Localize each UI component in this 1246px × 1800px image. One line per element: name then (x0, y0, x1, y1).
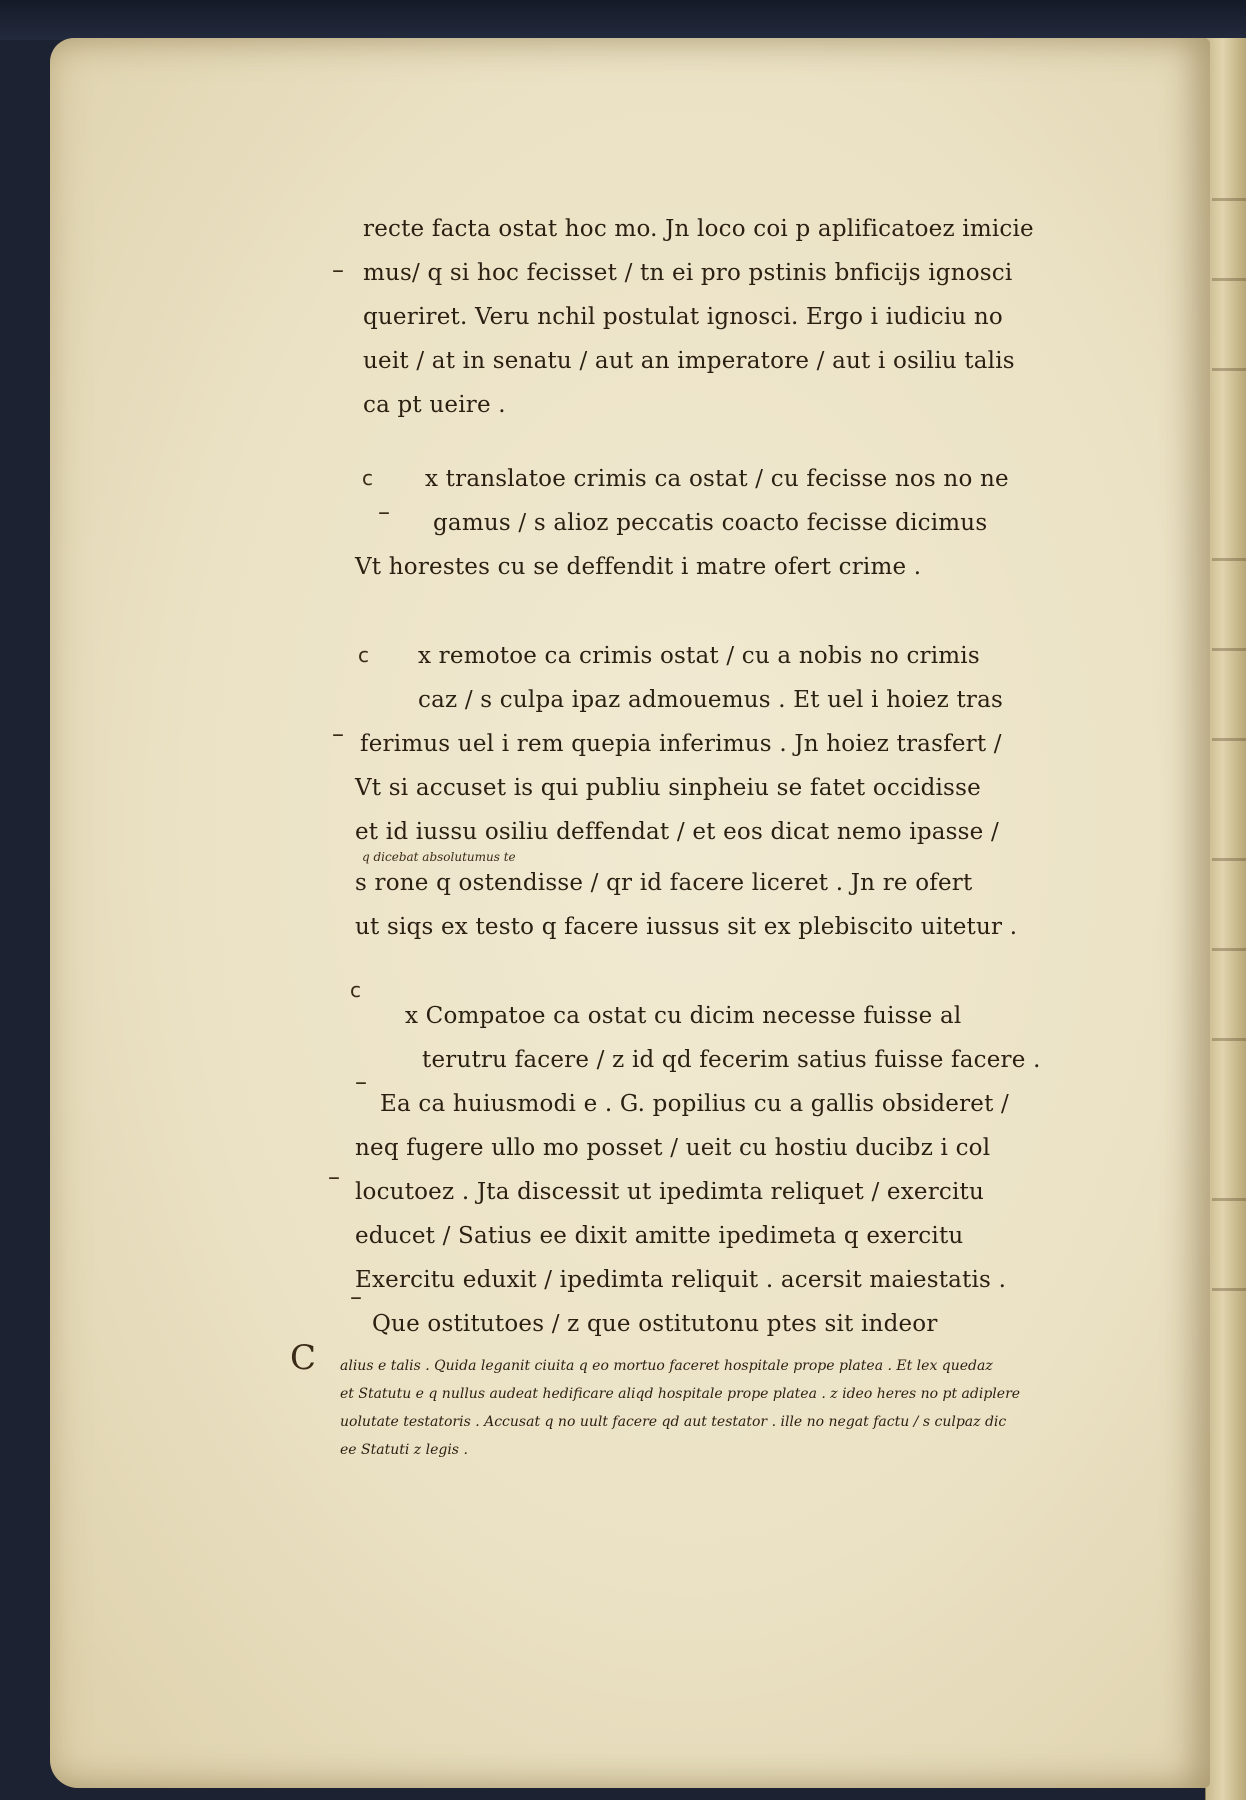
text-line: Vt si accuset is qui publiu sinpheiu se fatet occidisse (355, 775, 981, 801)
interlinear-gloss: q dicebat absolutumus te (362, 850, 516, 864)
marginal-dash: – (355, 1068, 367, 1096)
text-line: x Compatoe ca ostat cu dicim necesse fuisse al (405, 1003, 962, 1029)
paragraph-mark: c (350, 978, 361, 1002)
text-line: Ea ca huiusmodi e . G. popilius cu a gallis obsideret / (380, 1091, 1009, 1117)
binding-edge (0, 0, 1246, 40)
text-line: queriret. Veru nchil postulat ignosci. Ergo i iudiciu no (363, 304, 1003, 330)
text-line: s rone q ostendisse / qr id facere liceret . Jn re ofert (355, 870, 973, 896)
text-line: educet / Satius ee dixit amitte ipedimeta q exercitu (355, 1223, 964, 1249)
footnote-line: et Statutu e q nullus audeat hedificare aliqd hospitale prope platea . z ideo heres no pt adiplere (340, 1386, 1021, 1402)
text-line: Vt horestes cu se deffendit i matre ofert crime . (355, 554, 922, 580)
marginal-dash: – (328, 1163, 340, 1191)
text-line: caz / s culpa ipaz admouemus . Et uel i hoiez tras (418, 687, 1003, 713)
marginal-dash: – (332, 720, 344, 748)
adjacent-page-edge (1205, 38, 1246, 1800)
text-line: ut siqs ex testo q facere iussus sit ex plebiscito uitetur . (355, 914, 1018, 940)
footnote-line: alius e talis . Quida leganit ciuita q eo mortuo faceret hospitale prope platea . Et lex quedaz (340, 1358, 993, 1374)
text-line: neq fugere ullo mo posset / ueit cu hostiu ducibz i col (355, 1135, 991, 1161)
text-line: Que ostitutoes / z que ostitutonu ptes sit indeor (372, 1311, 938, 1337)
text-line: x remotoe ca crimis ostat / cu a nobis no crimis (418, 643, 980, 669)
text-line: Exercitu eduxit / ipedimta reliquit . acersit maiestatis . (355, 1267, 1007, 1293)
text-line: ueit / at in senatu / aut an imperatore / aut i osiliu talis (363, 348, 1015, 374)
text-line: terutru facere / z id qd fecerim satius fuisse facere . (422, 1047, 1041, 1073)
text-line: gamus / s alioz peccatis coacto fecisse dicimus (433, 510, 988, 536)
marginal-dash: – (332, 256, 344, 284)
paragraph-mark: c (358, 643, 369, 667)
text-line: et id iussu osiliu deffendat / et eos dicat nemo ipasse / (355, 819, 999, 845)
text-line: recte facta ostat hoc mo. Jn loco coi p aplificatoez imicie (363, 216, 1034, 242)
text-line: mus/ q si hoc fecisset / tn ei pro pstinis bnficijs ignosci (363, 260, 1013, 286)
marginal-dash: – (350, 1283, 362, 1311)
footnote-line: uolutate testatoris . Accusat q no uult facere qd aut testator . ille no negat factu / s culpaz dic (340, 1414, 1007, 1430)
footnote-line: ee Statuti z legis . (340, 1442, 468, 1458)
paragraph-mark: c (362, 466, 373, 490)
text-line: x translatoe crimis ca ostat / cu fecisse nos no ne (425, 466, 1009, 492)
manuscript-page (50, 38, 1210, 1788)
text-line: locutoez . Jta discessit ut ipedimta reliquet / exercitu (355, 1179, 984, 1205)
marginal-dash: – (378, 498, 390, 526)
footnote-mark: C (290, 1338, 317, 1378)
text-line: ca pt ueire . (363, 392, 506, 418)
text-line: ferimus uel i rem quepia inferimus . Jn hoiez trasfert / (360, 731, 1002, 757)
